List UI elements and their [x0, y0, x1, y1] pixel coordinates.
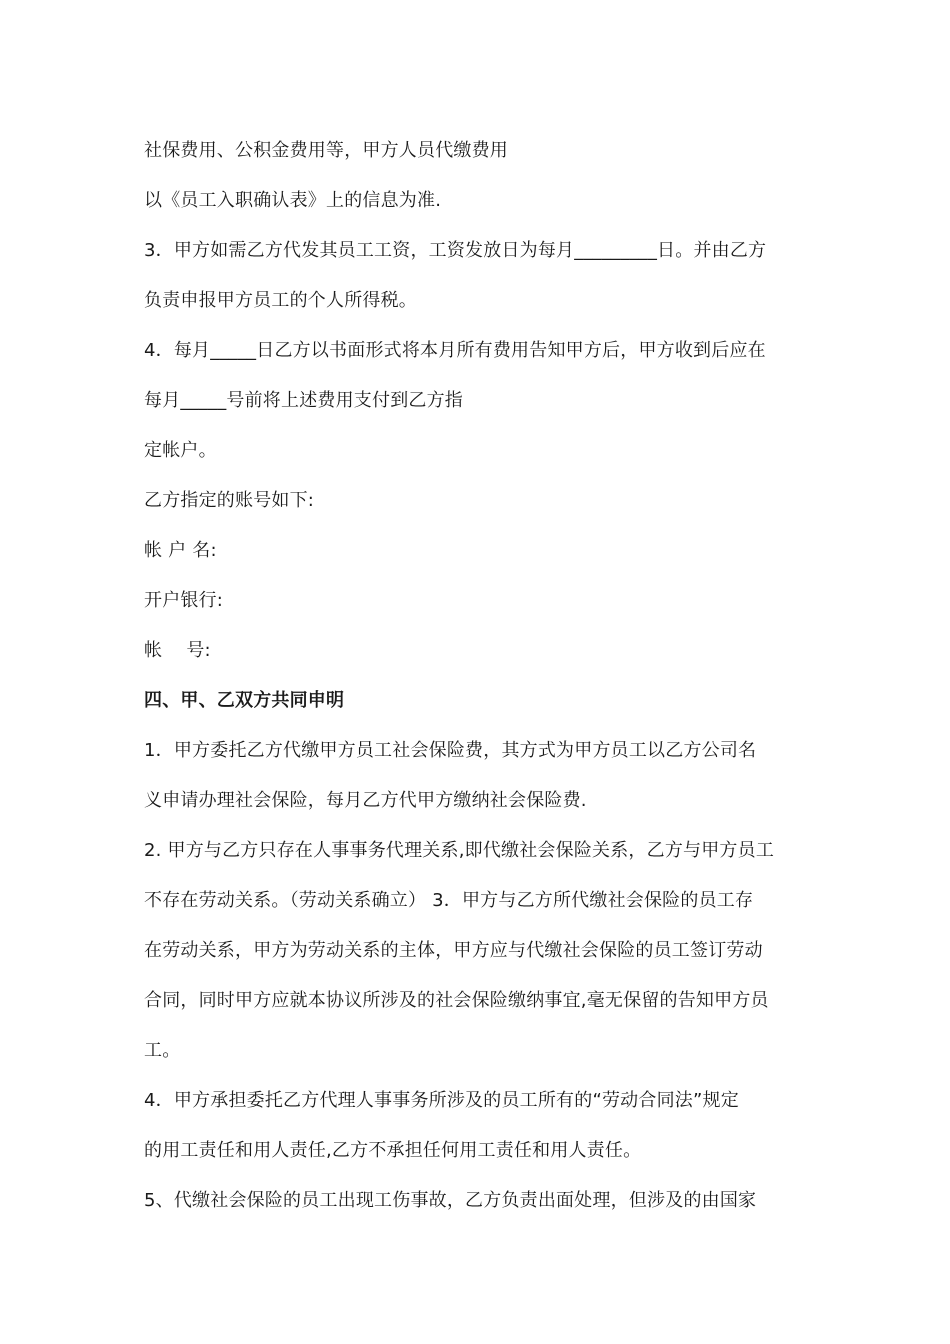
text-line: 1．甲方委托乙方代缴甲方员工社会保险费，其方式为甲方员工以乙方公司名 [144, 740, 757, 761]
account-number-label: 帐 号: [144, 640, 211, 661]
section-heading: 四、甲、乙双方共同申明 [144, 690, 345, 711]
account-name-label: 帐 户 名: [144, 540, 217, 561]
text-line: 在劳动关系，甲方为劳动关系的主体，甲方应与代缴社会保险的员工签订劳动 [144, 940, 763, 961]
text-line: 合同，同时甲方应就本协议所涉及的社会保险缴纳事宜,毫无保留的告知甲方员 [144, 990, 769, 1011]
text-line: 社保费用、公积金费用等，甲方人员代缴费用 [144, 140, 508, 161]
text-line: 以《员工入职确认表》上的信息为准. [144, 190, 442, 211]
text-line: 每月_____号前将上述费用支付到乙方指 [144, 390, 463, 411]
text-line: 乙方指定的账号如下: [144, 490, 315, 511]
text-line: 4．甲方承担委托乙方代理人事事务所涉及的员工所有的“劳动合同法”规定 [144, 1090, 739, 1111]
text-line: 3．甲方如需乙方代发其员工工资，工资发放日为每月_________日。并由乙方 [144, 240, 767, 261]
text-line: 5、代缴社会保险的员工出现工伤事故，乙方负责出面处理，但涉及的由国家 [144, 1190, 757, 1211]
bank-label: 开户银行: [144, 590, 224, 611]
text-line: 不存在劳动关系。（劳动关系确立） 3．甲方与乙方所代缴社会保险的员工存 [144, 890, 754, 911]
text-line: 4．每月_____日乙方以书面形式将本月所有费用告知甲方后，甲方收到后应在 [144, 340, 766, 361]
text-line: 义申请办理社会保险，每月乙方代甲方缴纳社会保险费. [144, 790, 587, 811]
text-line: 的用工责任和用人责任,乙方不承担任何用工责任和用人责任。 [144, 1140, 642, 1161]
document-body [144, 126, 814, 1226]
text-line: 2. 甲方与乙方只存在人事事务代理关系,即代缴社会保险关系，乙方与甲方员工 [144, 840, 775, 861]
text-line: 工。 [144, 1040, 181, 1061]
text-line: 负责申报甲方员工的个人所得税。 [144, 290, 417, 311]
text-line: 定帐户。 [144, 440, 217, 461]
